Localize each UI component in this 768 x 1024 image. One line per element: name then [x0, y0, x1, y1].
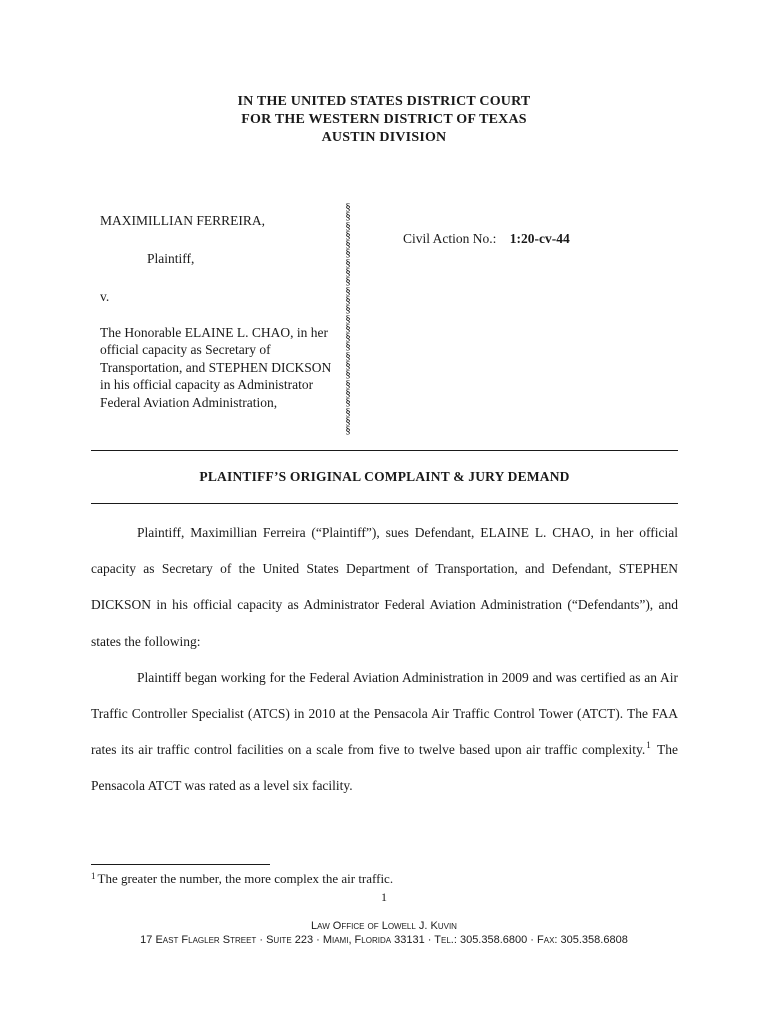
section-mark: §	[345, 424, 351, 437]
section-mark: §	[345, 247, 351, 260]
body-paragraph: Plaintiff, Maximillian Ferreira (“Plaintiff”), sues Defendant, ELAINE L. CHAO, in her official capacity as Secretary of the United States Department of Transportation, and Defendant, STEPHEN DICKSON in his official capacity as Administrator Federal Aviation Administration (“Defendants”), and states the following:	[91, 525, 678, 649]
footnote-separator	[91, 864, 270, 865]
letterhead-footer	[0, 919, 768, 947]
court-heading-line1: IN THE UNITED STATES DISTRICT COURT	[237, 94, 531, 109]
case-caption-parties	[100, 212, 335, 411]
section-mark: §	[345, 275, 351, 288]
title-rule-bottom	[91, 503, 678, 504]
section-mark: §	[345, 256, 351, 269]
footer-address: 17 East Flagler Street · Suite 223 · Miami, Florida 33131 · Tel.: 305.358.6800 · Fax: 305.358.6808	[140, 934, 628, 946]
footnote-marker: 1	[91, 871, 96, 881]
section-mark: §	[345, 210, 351, 223]
defendants-description: The Honorable ELAINE L. CHAO, in her official capacity as Secretary of Transportation, and STEPHEN DICKSON in his official capacity as Administrator Federal Aviation Administration,	[100, 324, 332, 410]
section-mark: §	[345, 303, 351, 316]
section-mark: §	[345, 414, 351, 427]
section-mark: §	[345, 340, 351, 353]
court-heading-line3: AUSTIN DIVISION	[321, 130, 447, 145]
section-mark: §	[345, 312, 351, 325]
footnote-text: The greater the number, the more complex the air traffic.	[97, 871, 394, 886]
section-mark: §	[345, 368, 351, 381]
versus-label: v.	[100, 289, 110, 304]
section-mark: §	[345, 293, 351, 306]
complaint-body	[91, 515, 678, 805]
plaintiff-role: Plaintiff,	[147, 250, 195, 266]
section-mark: §	[345, 377, 351, 390]
title-rule-top	[91, 450, 678, 451]
body-paragraph	[91, 660, 678, 805]
civil-action-block	[403, 231, 570, 247]
section-mark: §	[345, 266, 351, 279]
civil-action-label: Civil Action No.:	[403, 231, 497, 246]
paragraph-text: Plaintiff began working for the Federal Aviation Administration in 2009 and was certified as an Air Traffic Controller Specialist (ATCS) in 2010 at the Pensacola Air Traffic Control Tower (ATCT). The FAA rates its air traffic control facilities on a scale from five to twelve based upon air traffic complexity.	[91, 669, 678, 758]
section-mark: §	[345, 284, 351, 297]
section-mark: §	[345, 238, 351, 251]
section-mark: §	[345, 396, 351, 409]
footer-firm-name: Law Office of Lowell J. Kuvin	[311, 920, 457, 932]
footnote-reference[interactable]: 1	[646, 740, 651, 751]
page-number: 1	[381, 890, 387, 904]
document-title: PLAINTIFF’S ORIGINAL COMPLAINT & JURY DEMAND	[199, 469, 570, 484]
section-mark: §	[345, 405, 351, 418]
section-mark: §	[345, 331, 351, 344]
section-mark-column	[343, 203, 353, 435]
paragraph-text: The Pensacola ATCT was rated as a level six facility.	[91, 742, 678, 794]
court-heading-line2: FOR THE WESTERN DISTRICT OF TEXAS	[241, 112, 527, 127]
section-mark: §	[345, 359, 351, 372]
plaintiff-name: MAXIMILLIAN FERREIRA,	[100, 213, 265, 228]
section-mark: §	[345, 228, 351, 241]
section-mark: §	[345, 201, 351, 213]
section-mark: §	[345, 349, 351, 362]
section-mark: §	[345, 386, 351, 399]
court-heading	[0, 93, 768, 147]
section-mark: §	[345, 219, 351, 232]
footnote	[91, 871, 393, 887]
section-mark: §	[345, 321, 351, 334]
civil-action-number: 1:20-cv-44	[509, 231, 570, 246]
